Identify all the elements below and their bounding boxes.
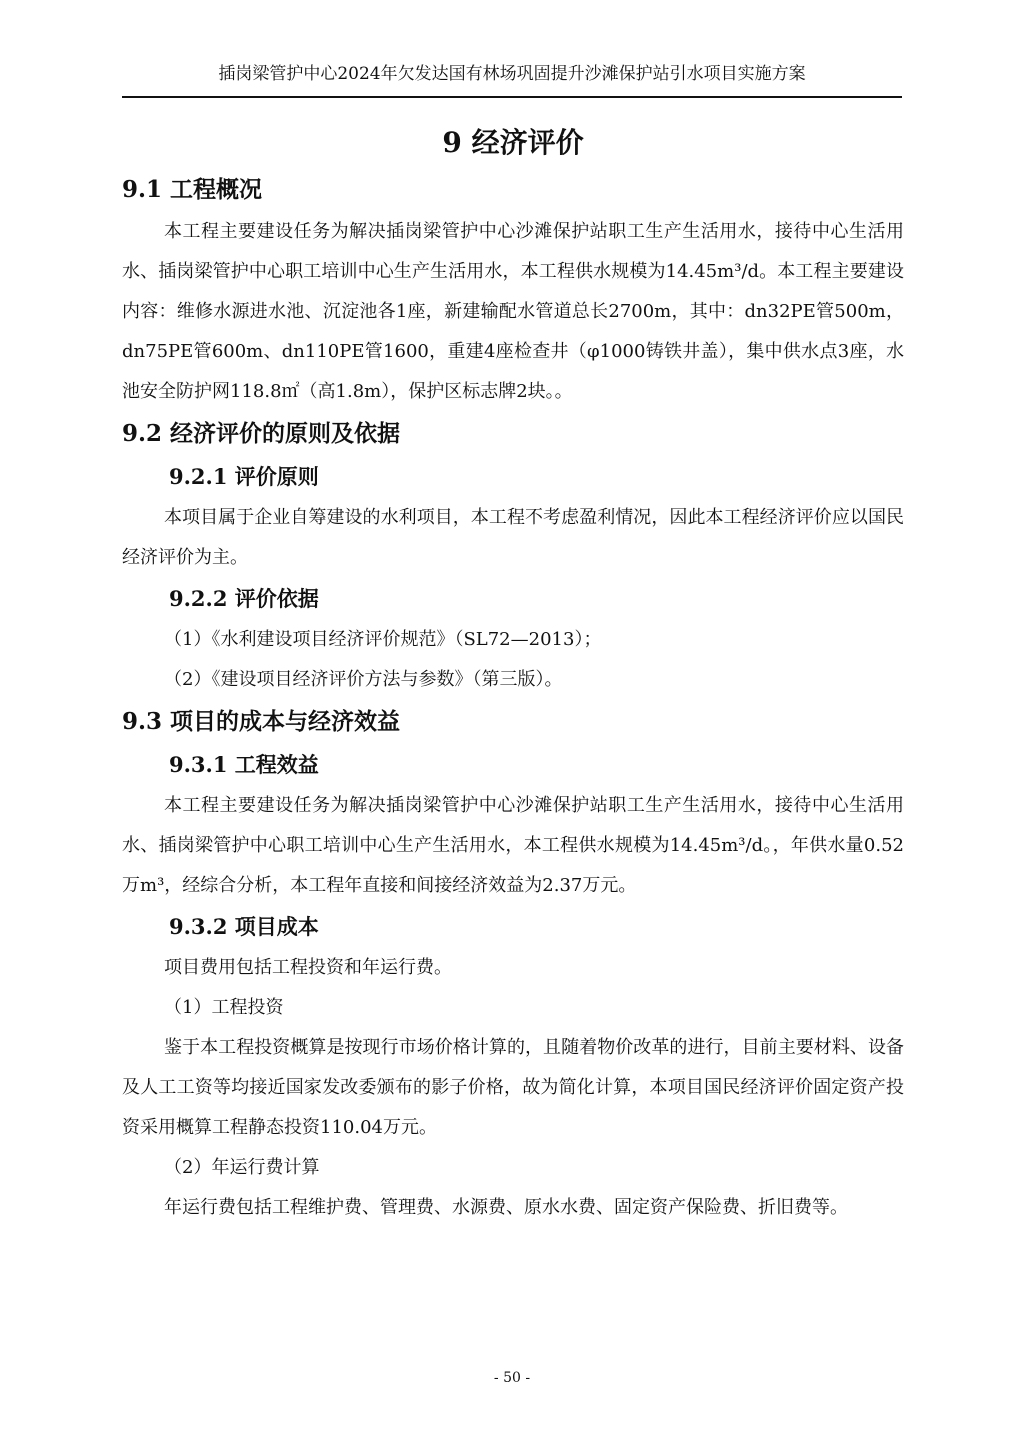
running-header: 插岗梁管护中心2024年欠发达国有林场巩固提升沙滩保护站引水项目实施方案 — [218, 64, 806, 84]
cost-item-paragraph: 年运行费包括工程维护费、管理费、水源费、原水水费、固定资产保险费、折旧费等。 — [164, 1197, 848, 1218]
subsection-heading-9-2-1: 9.2.1 评价原则 — [169, 464, 319, 489]
reference-item: （1）《水利建设项目经济评价规范》（SL72—2013）； — [164, 629, 602, 650]
cost-item-paragraph: 鉴于本工程投资概算是按现行市场价格计算的，且随着物价改革的进行，目前主要材料、设备及人工工资等均接近国家发改委颁布的影子价格，故为简化计算，本项目国民经济评价固定资产投资采用概算工程静态投资110.04万元。 — [122, 1037, 904, 1138]
reference-item: （2）《建设项目经济评价方法与参数》（第三版）。 — [164, 669, 563, 690]
cost-item-label: （1）工程投资 — [164, 997, 284, 1018]
subsection-heading-9-3-1: 9.3.1 工程效益 — [169, 752, 319, 777]
header-rule — [122, 96, 902, 98]
subsection-heading-9-3-2: 9.3.2 项目成本 — [169, 914, 319, 939]
section-heading-9-3: 9.3 项目的成本与经济效益 — [122, 708, 401, 735]
page-body — [122, 118, 904, 1228]
page-number: - 50 - — [493, 1370, 531, 1386]
section-heading-9-2: 9.2 经济评价的原则及依据 — [122, 420, 401, 447]
subsection-9-2-1-paragraph: 本项目属于企业自筹建设的水利项目，本工程不考虑盈利情况，因此本工程经济评价应以国民经济评价为主。 — [122, 507, 904, 568]
section-heading-9-1: 9.1 工程概况 — [122, 176, 263, 203]
subsection-heading-9-2-2: 9.2.2 评价依据 — [169, 586, 319, 611]
cost-item-label: （2）年运行费计算 — [164, 1157, 320, 1178]
subsection-9-3-2-intro: 项目费用包括工程投资和年运行费。 — [164, 957, 452, 978]
subsection-9-3-1-paragraph: 本工程主要建设任务为解决插岗梁管护中心沙滩保护站职工生产生活用水，接待中心生活用水、插岗梁管护中心职工培训中心生产生活用水，本工程供水规模为14.45m³/d。，年供水量0.52万m³，经综合分析，本工程年直接和间接经济效益为2.37万元。 — [122, 795, 904, 896]
section-9-1-paragraph: 本工程主要建设任务为解决插岗梁管护中心沙滩保护站职工生产生活用水，接待中心生活用水、插岗梁管护中心职工培训中心生产生活用水，本工程供水规模为14.45m³/d。本工程主要建设内容：维修水源进水池、沉淀池各1座，新建输配水管道总长2700m，其中：dn32PE管500m，dn75PE管600m、dn110PE管1600，重建4座检查井（φ1000铸铁井盖），集中供水点3座，水池安全防护网118.8㎡（高1.8m），保护区标志牌2块。。 — [122, 221, 904, 402]
chapter-title: 9 经济评价 — [442, 126, 584, 159]
